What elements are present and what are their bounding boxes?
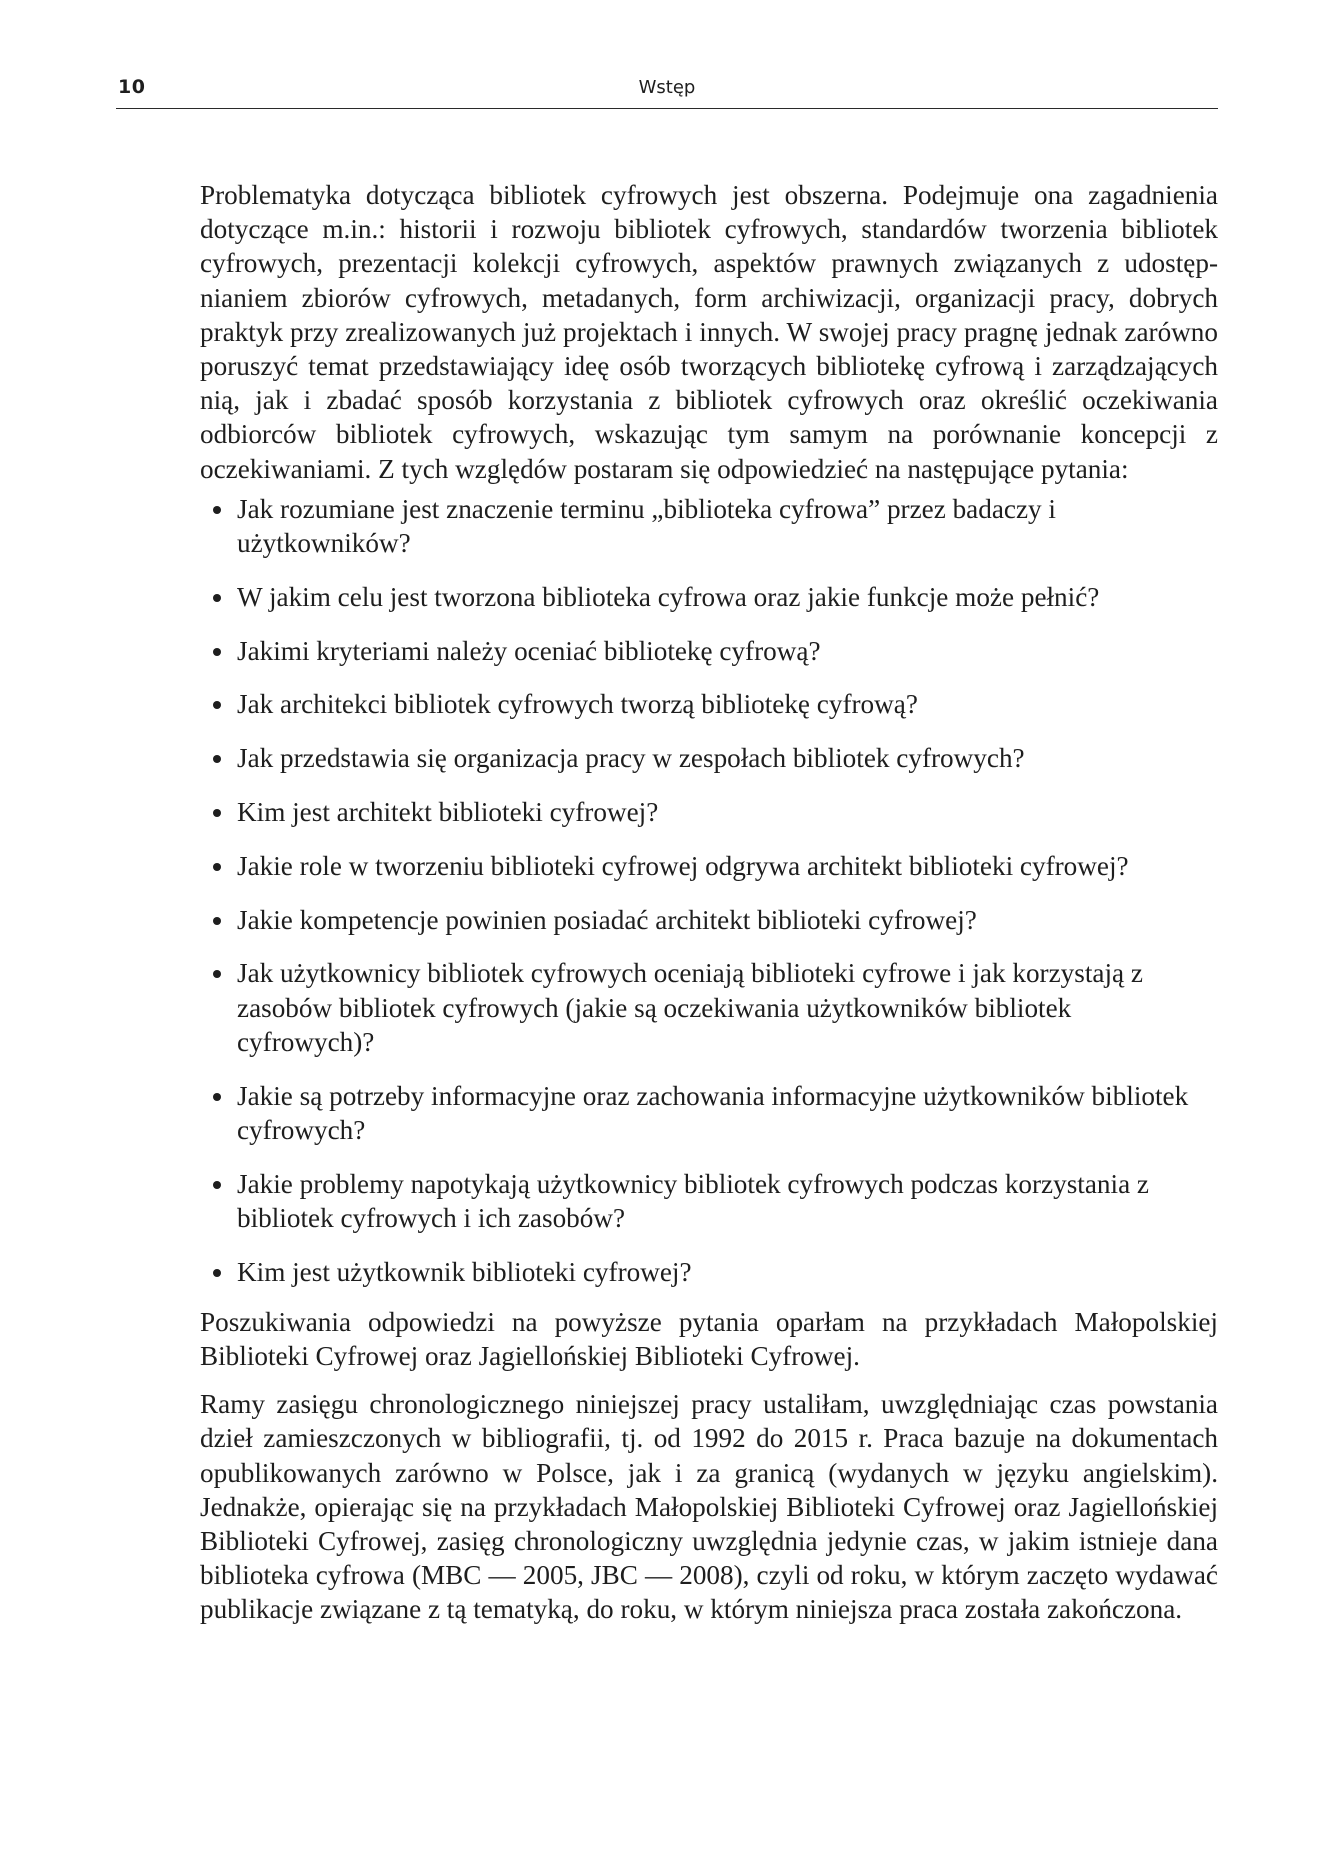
bullet-icon xyxy=(213,970,221,978)
bullet-icon xyxy=(213,506,221,514)
question-text: Jakimi kryteriami należy oceniać bibliotekę cyfrową? xyxy=(237,635,821,666)
list-item xyxy=(200,956,1218,1059)
bullet-icon xyxy=(213,701,221,709)
question-text: Jakie kompetencje powinien posiadać architekt biblioteki cyfrowej? xyxy=(237,904,977,935)
bullet-icon xyxy=(213,863,221,871)
question-text: Kim jest użytkownik biblioteki cyfrowej? xyxy=(237,1256,692,1287)
list-item xyxy=(200,1255,1218,1289)
list-item xyxy=(200,849,1218,883)
question-text: Jak rozumiane jest znaczenie terminu „biblioteka cyfrowa” przez badaczy i użytkowników? xyxy=(237,493,1056,559)
question-text: Jakie problemy napotykają użytkownicy bibliotek cyfrowych podczas korzystania z bibliotek cyfrowych i ich zasobów? xyxy=(237,1168,1150,1233)
list-item xyxy=(200,1167,1218,1235)
scope-paragraph: Ramy zasięgu chronologicznego niniejszej pracy ustaliłam, uwzględniając czas powstania dzieł zamieszczonych w bibliografii, tj. od 1992 do 2015 r. Praca bazuje na dokumentach opublikowanych zarówno w Polsce, jak i za granicą (wydanych w języku angielskim). Jednakże, opierając się na przykładach Małopolskiej Biblioteki Cyfrowej oraz Jagiellońskiej Biblioteki Cyfrowej, zasięg chronologiczny uwzględnia jedynie czas, w jakim istnieje dana biblioteka cyfrowa (MBC — 2005, JBC — 2008), czyli od roku, w którym zaczęto wydawać publikacje związane z tą tematyką, do roku, w którym niniejsza praca została zakończona. xyxy=(200,1389,1218,1625)
list-item xyxy=(200,492,1218,560)
sources-paragraph: Poszukiwania odpowiedzi na powyższe pytania oparłam na przykładach Małopolskiej Biblioteki Cyfrowej oraz Jagiellońskiej Biblioteki Cyfrowej. xyxy=(200,1306,1218,1372)
list-item xyxy=(200,687,1218,721)
list-item xyxy=(200,741,1218,775)
page-header xyxy=(116,72,1218,109)
bullet-icon xyxy=(213,1093,221,1101)
intro-paragraph: Problematyka dotycząca bibliotek cyfrowych jest obszerna. Podejmuje ona zagadnienia dotyczące m.in.: historii i rozwoju bibliotek cyfrowych, standardów tworzenia bibliotek cyfrowych, prezentacji kolekcji cyfrowych, aspektów prawnych związanych z udostępnianiem zbiorów cyfrowych, metadanych, form archiwizacji, organizacji pracy, dobrych praktyk przy zrealizowanych już projektach i innych. W swojej pracy pragnę jednak zarówno poruszyć temat przedstawiający ideę osób tworzących bibliotekę cyfrową i zarządzających nią, jak i zbadać sposób korzystania z bibliotek cyfrowych oraz określić oczekiwania odbiorców bibliotek cyfrowych, wskazując tym samym na porównanie koncepcji z oczekiwaniami. Z tych względów postaram się odpowiedzieć na następujące pytania: xyxy=(200,180,1218,484)
bullet-icon xyxy=(213,755,221,763)
bullet-icon xyxy=(213,809,221,817)
page-number: 10 xyxy=(118,76,146,98)
question-text: W jakim celu jest tworzona biblioteka cyfrowa oraz jakie funkcje może pełnić? xyxy=(237,581,1100,612)
list-item xyxy=(200,634,1218,668)
bullet-icon xyxy=(213,648,221,656)
list-item xyxy=(200,1079,1218,1147)
bullet-icon xyxy=(213,917,221,925)
question-text: Kim jest architekt biblioteki cyfrowej? xyxy=(237,797,659,828)
question-text: Jak architekci bibliotek cyfrowych tworzą bibliotekę cyfrową? xyxy=(237,689,918,720)
bullet-icon xyxy=(213,594,221,602)
bullet-icon xyxy=(213,1269,221,1277)
list-item xyxy=(200,903,1218,937)
question-text: Jakie role w tworzeniu biblioteki cyfrowej odgrywa architekt biblioteki cyfrowej? xyxy=(237,850,1129,881)
question-text: Jak użytkownicy bibliotek cyfrowych oceniają biblioteki cyfrowe i jak korzystają z zasobów bibliotek cyfrowych (jakie są oczekiwania użytkowników bibliotek cyfrowych)? xyxy=(237,958,1143,1057)
running-title: Wstęp xyxy=(638,77,696,98)
question-text: Jakie są potrzeby informacyjne oraz zachowania informacyjne użytkowników bibliotek cyfrowych? xyxy=(237,1080,1189,1145)
bullet-icon xyxy=(213,1181,221,1189)
question-text: Jak przedstawia się organizacja pracy w zespołach bibliotek cyfrowych? xyxy=(237,743,1025,774)
questions-list xyxy=(200,492,1218,1289)
page-body xyxy=(200,178,1218,1627)
list-item xyxy=(200,795,1218,829)
list-item xyxy=(200,580,1218,614)
